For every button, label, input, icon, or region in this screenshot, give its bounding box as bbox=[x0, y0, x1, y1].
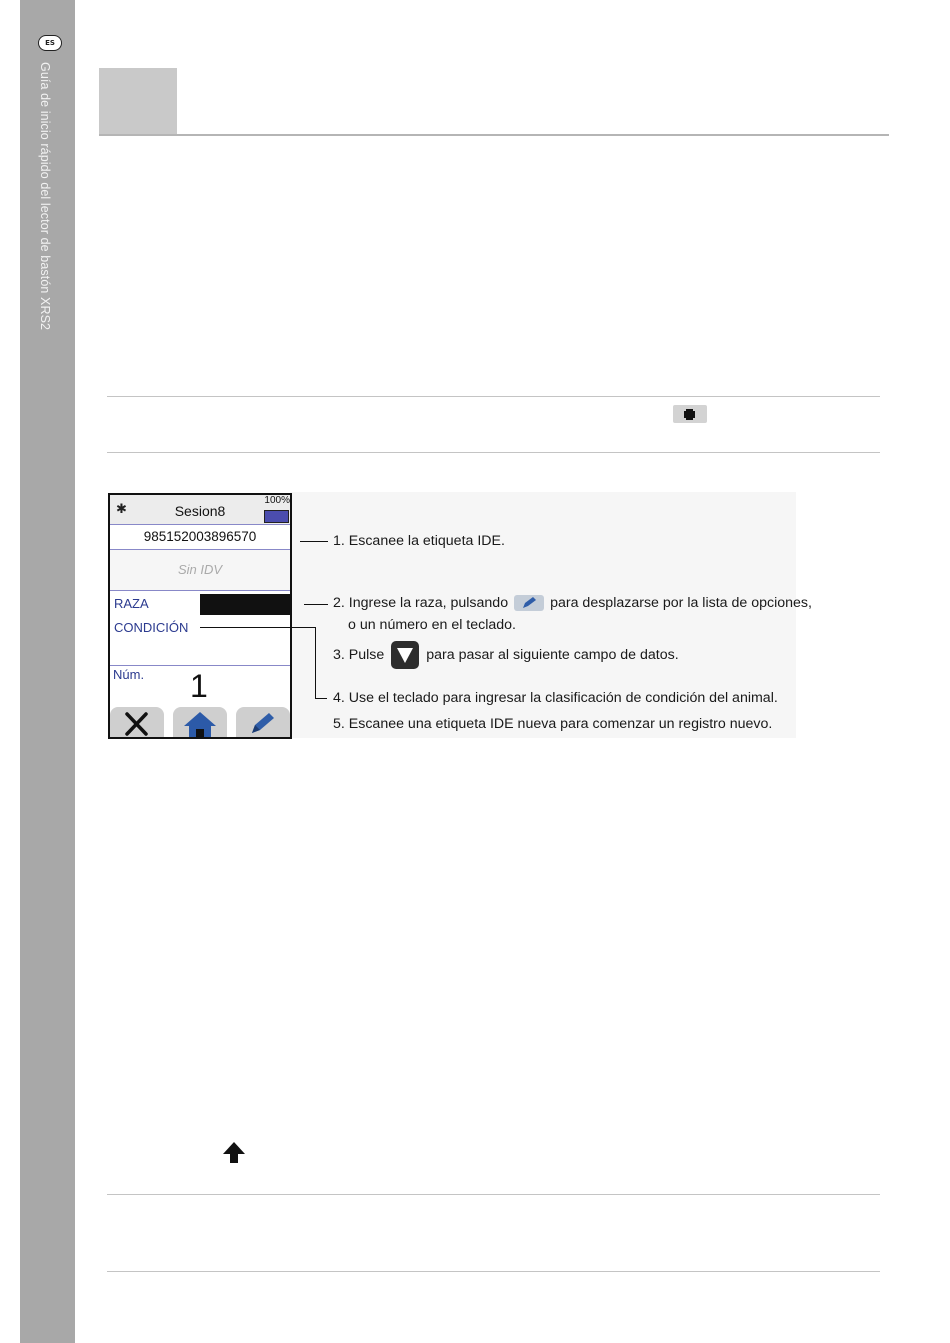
header-divider bbox=[99, 134, 889, 136]
eid-field: 985152003896570 bbox=[110, 525, 290, 550]
session-title: Sesion8 bbox=[174, 503, 226, 519]
callout-step-3-text: 3. Pulse bbox=[333, 646, 385, 663]
device-header bbox=[110, 495, 290, 525]
battery-icon bbox=[264, 510, 289, 523]
device-home-button bbox=[173, 707, 227, 737]
divider bbox=[107, 452, 880, 453]
callout-step-2 bbox=[333, 595, 812, 611]
count-label: Núm. bbox=[113, 667, 145, 682]
callout-step-2-line-2: o un número en el teclado. bbox=[348, 617, 516, 633]
callout-line-1 bbox=[300, 541, 328, 542]
condition-label: CONDICIÓN bbox=[114, 620, 189, 635]
plus-icon bbox=[673, 405, 707, 423]
pencil-icon bbox=[514, 595, 544, 611]
callout-line-4 bbox=[200, 627, 315, 628]
callout-line-2 bbox=[304, 604, 328, 605]
home-icon bbox=[173, 707, 227, 737]
language-badge: ES bbox=[38, 35, 62, 51]
callout-step-3-text: para pasar al siguiente campo de datos. bbox=[426, 646, 679, 663]
vid-field: Sin IDV bbox=[110, 550, 290, 591]
breed-field bbox=[200, 594, 290, 615]
battery-percentage: 100% bbox=[264, 495, 290, 506]
callout-step-4: 4. Use el teclado para ingresar la clasificación de condición del animal. bbox=[333, 690, 778, 706]
bluetooth-icon: ✱ bbox=[116, 501, 127, 516]
callout-step-2-text: 2. Ingrese la raza, pulsando bbox=[333, 595, 509, 611]
callout-line-4 bbox=[315, 698, 327, 699]
callout-line-4 bbox=[315, 627, 316, 699]
breed-label: RAZA bbox=[114, 596, 149, 611]
divider bbox=[107, 396, 880, 397]
document-title: Guía de inicio rápido del lector de bastón XRS2 bbox=[38, 62, 52, 331]
device-cancel-button bbox=[110, 707, 164, 737]
callout-step-3 bbox=[333, 641, 679, 669]
x-icon bbox=[110, 707, 164, 737]
device-separator bbox=[110, 665, 290, 666]
callout-step-1: 1. Escanee la etiqueta IDE. bbox=[333, 533, 505, 549]
pencil-icon bbox=[236, 707, 290, 737]
divider bbox=[107, 1271, 880, 1272]
up-arrow-icon bbox=[222, 1141, 246, 1165]
device-button-bar bbox=[110, 707, 290, 737]
device-screen bbox=[108, 493, 292, 739]
down-arrow-icon bbox=[391, 641, 419, 669]
divider bbox=[107, 1194, 880, 1195]
section-header-block bbox=[99, 68, 177, 135]
callout-step-2-text: para desplazarse por la lista de opciones, bbox=[550, 595, 812, 611]
count-value: 1 bbox=[190, 668, 208, 704]
callout-step-5: 5. Escanee una etiqueta IDE nueva para comenzar un registro nuevo. bbox=[333, 716, 773, 732]
device-edit-button bbox=[236, 707, 290, 737]
